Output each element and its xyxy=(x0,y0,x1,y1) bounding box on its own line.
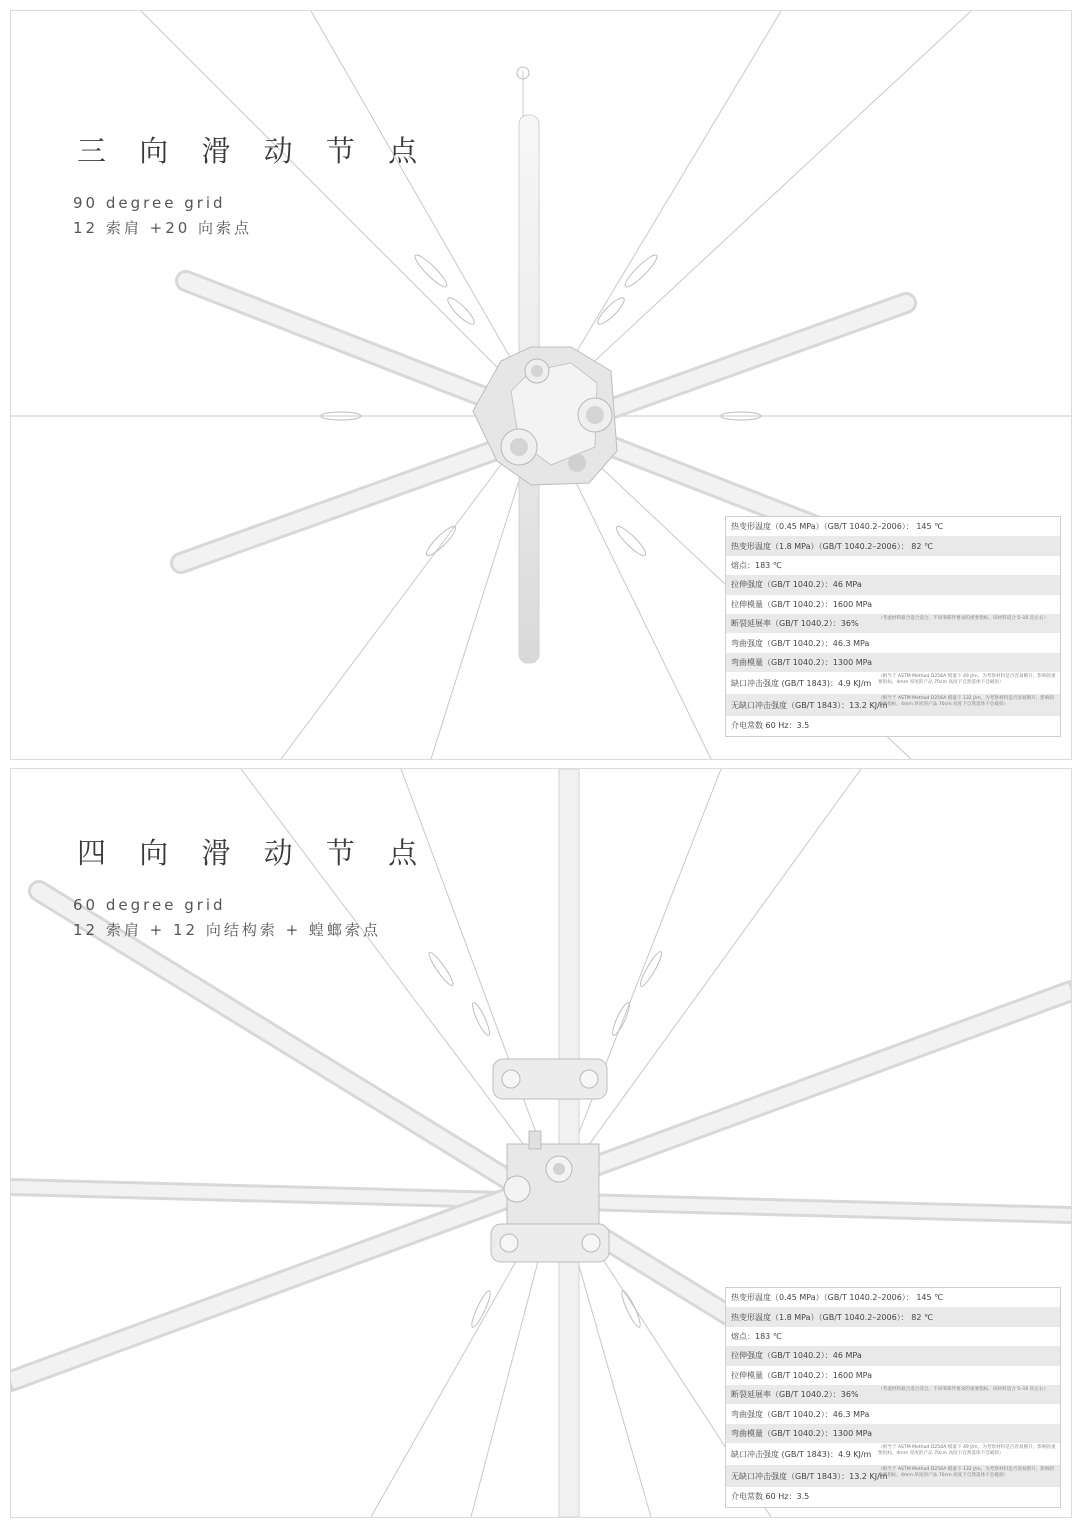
spec-row xyxy=(726,1327,1060,1346)
spec-label: 无缺口冲击强度（GB/T 1843）：13.2 KJ/m xyxy=(731,700,888,710)
spec-row xyxy=(726,653,1060,672)
spec-row xyxy=(726,672,1060,694)
spec-label: 热变形温度（1.8 MPa）（GB/T 1040.2–2006）： 82 ℃ xyxy=(731,1312,933,1322)
spec-label: 缺口冲击强度 (GB/T 1843)：4.9 KJ/m xyxy=(731,678,872,688)
spec-row xyxy=(726,614,1060,633)
spec-row xyxy=(726,1404,1060,1423)
spec-row xyxy=(726,1288,1060,1307)
spec-row xyxy=(726,536,1060,555)
node-panel-four-way xyxy=(10,768,1072,1518)
material-spec-table xyxy=(725,1287,1061,1508)
spec-label: 弯曲强度（GB/T 1040.2）：46.3 MPa xyxy=(731,1409,870,1419)
spec-label: 弯曲模量（GB/T 1040.2）：1300 MPa xyxy=(731,657,872,667)
spec-label: 拉伸模量（GB/T 1040.2）：1600 MPa xyxy=(731,599,872,609)
spec-label: 熔点：183 ℃ xyxy=(731,560,782,570)
spec-label: 弯曲模量（GB/T 1040.2）：1300 MPa xyxy=(731,1428,872,1438)
spec-row xyxy=(726,1443,1060,1465)
spec-label: 拉伸模量（GB/T 1040.2）：1600 MPa xyxy=(731,1370,872,1380)
spec-label: 热变形温度（0.45 MPa）（GB/T 1040.2–2006）： 145 ℃ xyxy=(731,522,944,532)
spec-row xyxy=(726,1424,1060,1443)
grid-subtitle: 90 degree grid xyxy=(73,194,226,212)
spec-row xyxy=(726,517,1060,536)
spec-row xyxy=(726,633,1060,652)
spec-row xyxy=(726,595,1060,614)
node-hub xyxy=(491,1059,609,1262)
spec-label: 熔点：183 ℃ xyxy=(731,1331,782,1341)
cable-subtitle: 12 索肩 +20 向索点 xyxy=(73,219,253,237)
spec-label: 断裂延展率（GB/T 1040.2）：36% xyxy=(731,1390,859,1400)
spec-note: （考虑材料最合适合适合，不同零部件要求的重要指标，该材料适合 5–10 次左右） xyxy=(878,1386,1049,1392)
spec-label: 断裂延展率（GB/T 1040.2）：36% xyxy=(731,619,859,629)
spec-row xyxy=(726,1465,1060,1487)
page-title: 三 向 滑 动 节 点 xyxy=(77,134,430,168)
spec-label: 介电常数 60 Hz：3.5 xyxy=(731,721,810,731)
spec-row xyxy=(726,716,1060,735)
spec-note: （相当于 ASTM Method D256A 模量下 132 J/m，为考察材料是否容易断开，影响的重要指标，4mm 厚度的产品 70cm 高度下自然落体不会破损） xyxy=(878,1467,1055,1478)
spec-row xyxy=(726,1385,1060,1404)
spec-row xyxy=(726,1366,1060,1385)
spec-note: （相当于 ASTM Method D256A 模量下 49 J/m，为考察材料是否容易断开，影响的重要指标，4mm 厚度的产品 70cm 高度下自然落体不会破损） xyxy=(878,1445,1056,1456)
cable-subtitle: 12 索肩 + 12 向结构索 + 蝗螂索点 xyxy=(73,921,381,939)
material-spec-table xyxy=(725,516,1061,737)
spec-row xyxy=(726,1307,1060,1326)
spec-label: 无缺口冲击强度（GB/T 1843）：13.2 KJ/m xyxy=(731,1471,888,1481)
spec-label: 弯曲强度（GB/T 1040.2）：46.3 MPa xyxy=(731,638,870,648)
spec-label: 热变形温度（0.45 MPa）（GB/T 1040.2–2006）： 145 ℃ xyxy=(731,1293,944,1303)
spec-row xyxy=(726,694,1060,716)
spec-label: 热变形温度（1.8 MPa）（GB/T 1040.2–2006）： 82 ℃ xyxy=(731,541,933,551)
spec-row xyxy=(726,1346,1060,1365)
spec-label: 缺口冲击强度 (GB/T 1843)：4.9 KJ/m xyxy=(731,1449,872,1459)
spec-label: 拉伸强度（GB/T 1040.2）：46 MPa xyxy=(731,580,862,590)
node-hub xyxy=(473,347,617,485)
spec-row xyxy=(726,575,1060,594)
spec-label: 拉伸强度（GB/T 1040.2）：46 MPa xyxy=(731,1351,862,1361)
node-panel-three-way xyxy=(10,10,1072,760)
spec-label: 介电常数 60 Hz：3.5 xyxy=(731,1492,810,1502)
page-title: 四 向 滑 动 节 点 xyxy=(77,836,430,870)
spec-row xyxy=(726,556,1060,575)
spec-note: （考虑材料最合适合适合，不同零部件要求的重要指标，该材料适合 5–10 次左右） xyxy=(878,615,1049,621)
spec-note: （相当于 ASTM Method D256A 模量下 49 J/m，为考察材料是否容易断开，影响的重要指标，4mm 厚度的产品 70cm 高度下自然落体不会破损） xyxy=(878,674,1056,685)
spec-row xyxy=(726,1487,1060,1506)
spec-note: （相当于 ASTM Method D256A 模量下 132 J/m，为考察材料是否容易断开，影响的重要指标，4mm 厚度的产品 70cm 高度下自然落体不会破损） xyxy=(878,696,1055,707)
grid-subtitle: 60 degree grid xyxy=(73,896,226,914)
